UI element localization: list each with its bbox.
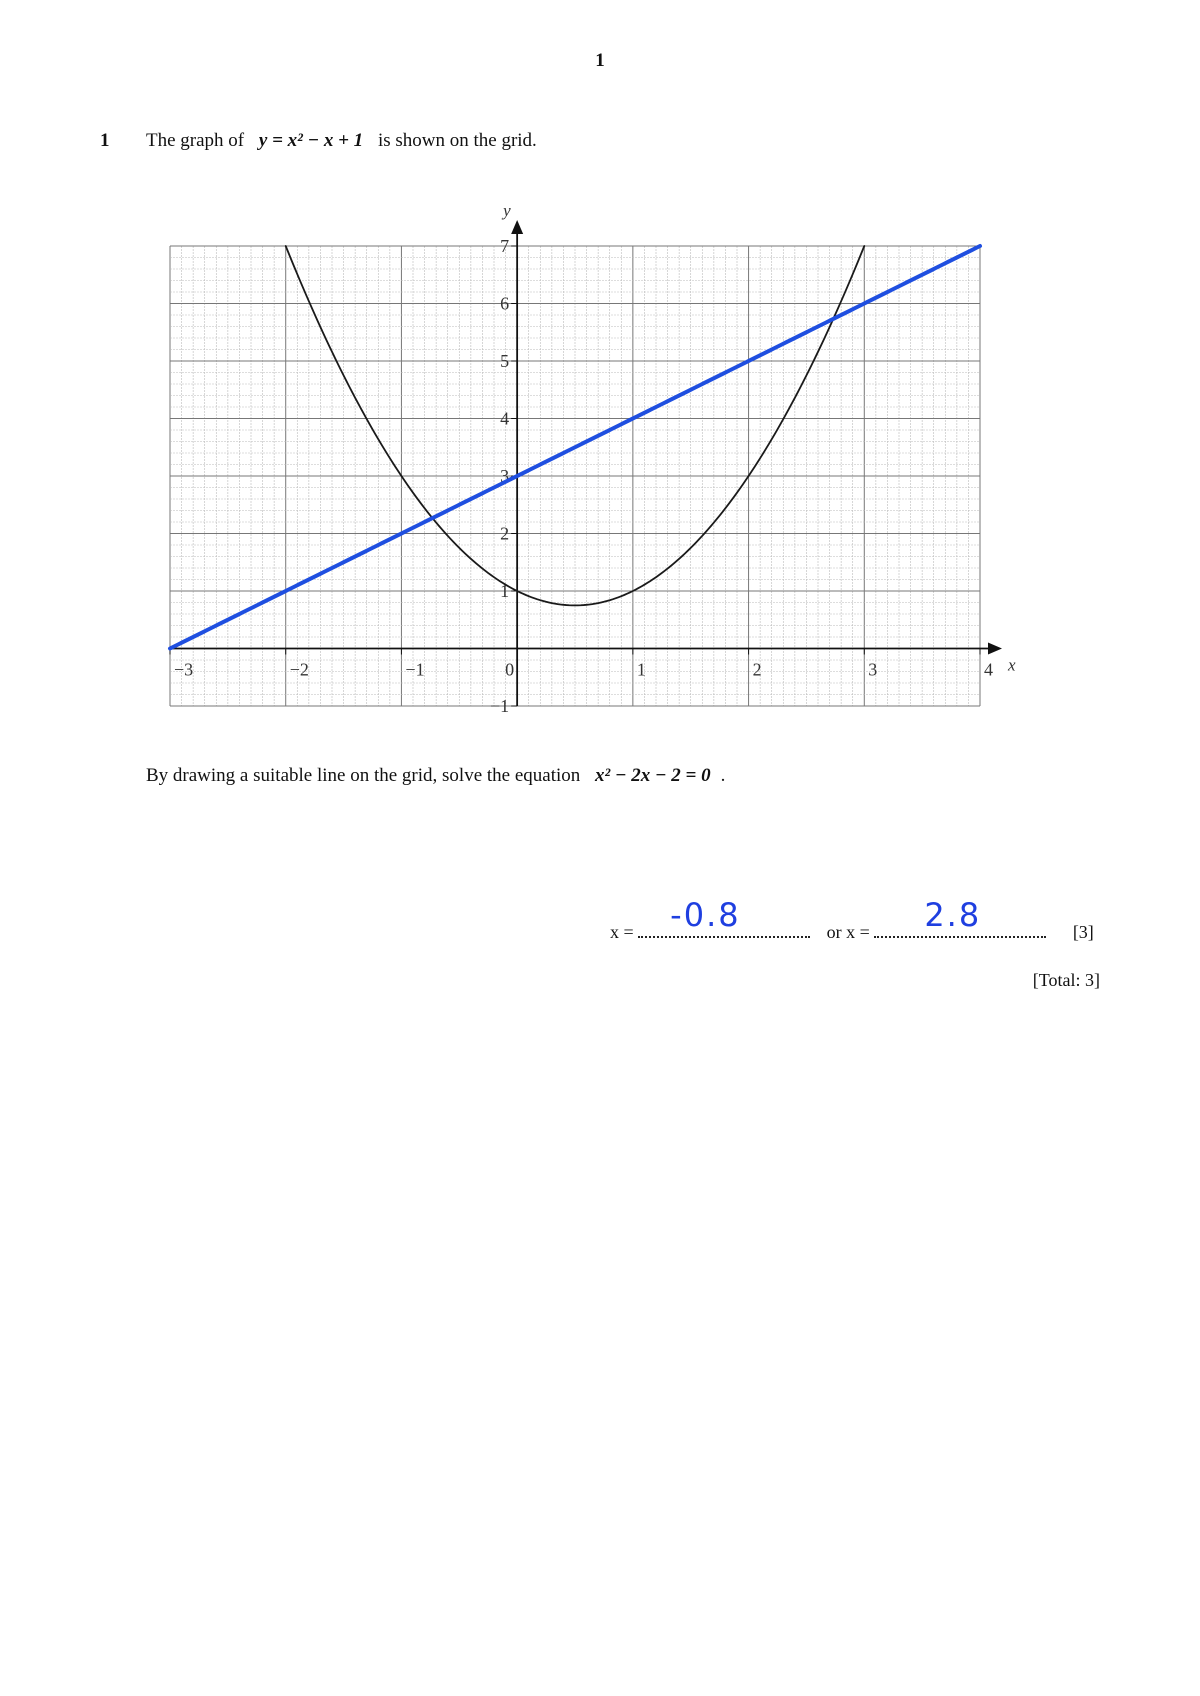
y-tick-label: 4 [500, 408, 510, 429]
answer-value-2: 2.8 [924, 896, 982, 934]
x-tick-label: 3 [868, 659, 878, 680]
x-tick-label: 4 [984, 659, 993, 680]
answer-row [610, 896, 1094, 943]
tick-labels [174, 201, 1016, 716]
y-axis-label: y [503, 201, 511, 220]
question-text-after: is shown on the grid. [377, 130, 537, 151]
y-tick-label: 3 [500, 466, 510, 486]
y-axis-arrow [511, 220, 523, 234]
answer-field-1[interactable] [638, 896, 810, 938]
x-axis-arrow [988, 643, 1002, 655]
question-number: 1 [100, 130, 110, 151]
total-marks: [Total: 3] [1032, 970, 1100, 990]
x-tick-label: 2 [752, 659, 762, 680]
x-tick-label: −3 [174, 659, 194, 680]
page-number: 1 [595, 50, 605, 71]
axes [170, 220, 1002, 706]
marks-label: [3] [1072, 922, 1094, 942]
instruction-text [146, 765, 725, 787]
question-equation: y = x² − x + 1 [258, 130, 364, 151]
y-tick-label: 2 [500, 523, 510, 544]
answer-or-label: or x = [826, 922, 870, 942]
answer-field-2[interactable] [874, 896, 1046, 938]
instruction-lead: By drawing a suitable line on the grid, solve the equation [146, 765, 581, 786]
series-curve [286, 246, 865, 605]
y-tick-label: 7 [500, 236, 510, 256]
graph [0, 0, 1200, 740]
y-tick-label: 6 [500, 293, 510, 314]
y-tick-label: 5 [500, 351, 510, 371]
instruction-end: . [720, 765, 726, 786]
y-tick-label: −1 [489, 696, 510, 716]
x-axis-label: x [1008, 655, 1016, 675]
x-tick-label: 0 [505, 659, 515, 680]
x-tick-label: 1 [636, 659, 646, 680]
answer-value-1: -0.8 [670, 896, 741, 934]
x-tick-label: −2 [289, 659, 309, 680]
y-tick-label: 1 [500, 581, 510, 601]
x-tick-label: −1 [405, 659, 425, 680]
answer-label-1: x = [610, 922, 634, 942]
grid [170, 246, 980, 706]
question-text-before: The graph of [146, 130, 245, 151]
instruction-equation: x² − 2x − 2 = 0 [595, 765, 711, 786]
